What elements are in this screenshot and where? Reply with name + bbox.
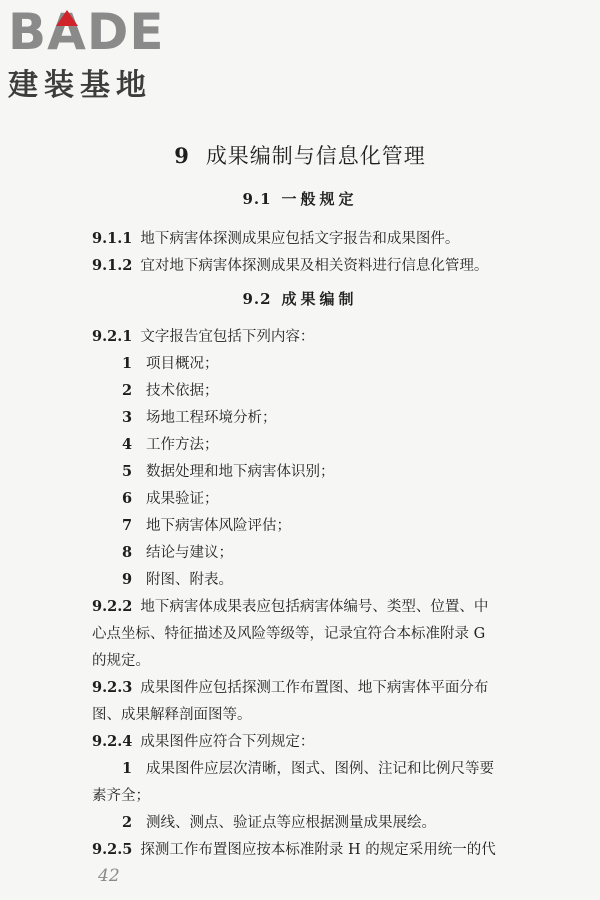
list-item: 4 工作方法； [122,436,219,453]
clause-9-2-2-cont: 的规定。 [92,653,150,669]
logo-accent-icon [56,10,78,26]
list-item: 5 数据处理和地下病害体识别； [122,463,335,480]
list-item: 3 场地工程环境分析； [122,409,277,426]
chapter-title-text: 成果编制与信息化管理 [205,144,426,168]
logo-subtitle: 建装基地 [8,68,152,103]
chapter-number: 9 [174,143,190,168]
clause-9-2-3: 9.2.3 成果图件应包括探测工作布置图、地下病害体平面分布 [92,679,489,696]
bade-logo [8,3,178,104]
clause-9-2-1: 9.2.1 文字报告宜包括下列内容： [92,328,315,345]
clause-9-1-2: 9.1.2 宜对地下病害体探测成果及相关资料进行信息化管理。 [92,257,489,274]
list-item: 2 技术依据； [122,382,219,399]
clause-9-2-3-cont: 图、成果解释剖面图等。 [92,707,252,723]
list-item: 9 附图、附表。 [122,571,233,588]
logo-brand: BA DE [8,3,165,61]
list-item-cont: 素齐全； [92,788,150,804]
list-item: 1 项目概况； [122,355,219,372]
list-item: 2 测线、测点、验证点等应根据测量成果展绘。 [122,814,436,831]
clause-9-2-5: 9.2.5 探测工作布置图应按本标准附录 H 的规定采用统一的代 [92,841,496,858]
section-title-9-2: 9.2 成果编制 [242,290,358,308]
list-item: 7 地下病害体风险评估； [122,517,291,534]
clause-9-2-4: 9.2.4 成果图件应符合下列规定： [92,733,315,750]
list-item: 1 成果图件应层次清晰，图式、图例、注记和比例尺等要 [122,760,494,777]
clause-9-1-1: 9.1.1 地下病害体探测成果应包括文字报告和成果图件。 [92,230,460,247]
clause-9-2-2-cont: 心点坐标、特征描述及风险等级等，记录宜符合本标准附录 G [92,626,486,642]
section-title-9-1: 9.1 一般规定 [242,190,358,208]
page-number: 42 [98,866,120,886]
list-item: 6 成果验证； [122,490,219,507]
list-item: 8 结论与建议； [122,544,233,561]
clause-9-2-2: 9.2.2 地下病害体成果表应包括病害体编号、类型、位置、中 [92,598,489,615]
chapter-title [0,140,600,170]
